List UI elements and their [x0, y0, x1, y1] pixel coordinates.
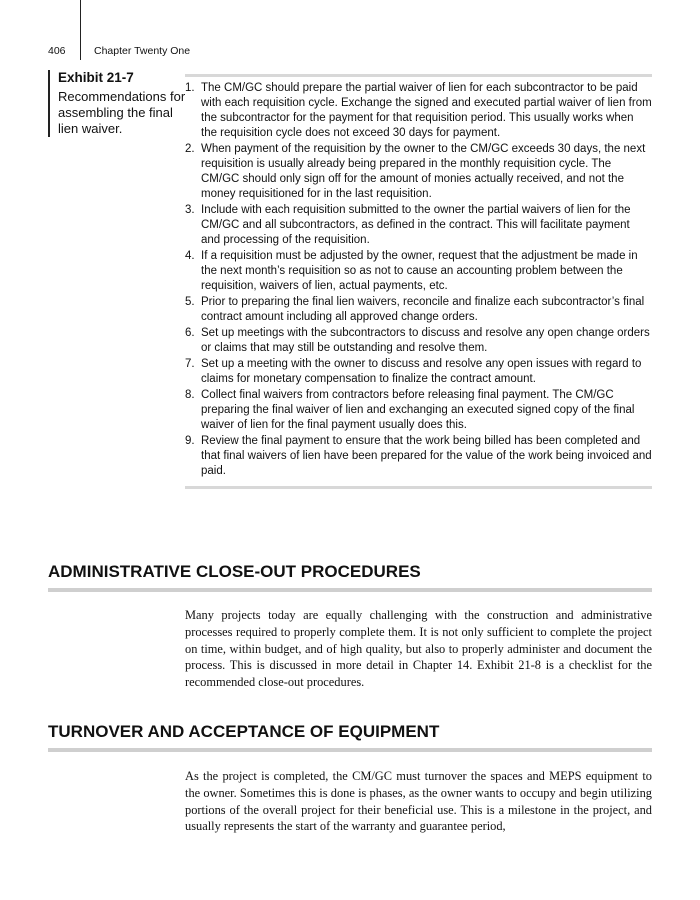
- exhibit-number: Exhibit 21-7: [58, 70, 134, 85]
- item-text: Collect final waivers from contractors before releasing final payment. The CM/GC preparing the final waiver of lien and exchanging an executed signed copy of the final waiver of lien for the final payment usually does this.: [201, 389, 635, 431]
- list-item: [185, 203, 652, 248]
- item-number: 5.: [185, 296, 195, 308]
- item-number: 2.: [185, 143, 195, 155]
- item-text: If a requisition must be adjusted by the owner, request that the adjustment be made in the next month’s requisition so as not to cause an accounting problem between the requisition, waivers of lien, actual payments, etc.: [201, 250, 638, 292]
- item-number: 9.: [185, 435, 195, 447]
- section-heading: ADMINISTRATIVE CLOSE-OUT PROCEDURES: [48, 562, 652, 592]
- page-number: 406: [48, 45, 66, 57]
- section-paragraph: Many projects today are equally challenging with the construction and administrative processes required to properly complete them. It is not only sufficient to complete the project on time, within budget, and of high quality, but also to properly administer and document the process. This is discussed in more detail in Chapter 14. Exhibit 21-8 is a checklist for the recommended close-out procedures.: [185, 608, 652, 690]
- item-number: 6.: [185, 327, 195, 339]
- item-text: Set up a meeting with the owner to discuss and resolve any open issues with regard to claims for monetary compensation to finalize the contract amount.: [201, 358, 642, 385]
- item-number: 7.: [185, 358, 195, 370]
- item-number: 8.: [185, 389, 195, 401]
- exhibit-box: [185, 74, 652, 489]
- list-item: [185, 388, 652, 433]
- running-head-chapter: Chapter Twenty One: [94, 45, 191, 57]
- list-item: [185, 81, 652, 141]
- item-text: Include with each requisition submitted to the owner the partial waivers of lien for the CM/GC and all subcontractors, as defined in the contract. This will facilitate payment and processing of the requisition.: [201, 204, 631, 246]
- item-text: Prior to preparing the final lien waivers, reconcile and finalize each subcontractor’s final contract amount including all approved change orders.: [201, 296, 645, 323]
- item-number: 1.: [185, 82, 195, 94]
- exhibit-sidebar: [48, 70, 188, 137]
- section-heading: TURNOVER AND ACCEPTANCE OF EQUIPMENT: [48, 722, 652, 752]
- item-text: When payment of the requisition by the owner to the CM/GC exceeds 30 days, the next requisition is usually already being prepared in the monthly requisition cycle. The CM/GC should only sign off for the amount of monies actually received, and not the money requisitioned for in the last requisition.: [201, 143, 646, 200]
- list-item: [185, 326, 652, 356]
- item-text: Set up meetings with the subcontractors to discuss and resolve any open change orders or claims that may still be outstanding and resolve them.: [201, 327, 650, 354]
- item-text: Review the final payment to ensure that the work being billed has been completed and that final waivers of lien have been prepared for the value of the work being invoiced and paid.: [201, 435, 652, 477]
- item-number: 3.: [185, 204, 195, 216]
- list-item: [185, 295, 652, 325]
- header-rule: [80, 0, 81, 60]
- list-item: [185, 249, 652, 294]
- section-paragraph: As the project is completed, the CM/GC must turnover the spaces and MEPS equipment to the owner. Sometimes this is done is phases, as the owner wants to occupy and begin utilizing portions of the overall project for their beneficial use. This is a milestone in the project, and usually represents the start of the warranty and guarantee period,: [185, 769, 652, 834]
- list-item: [185, 434, 652, 479]
- item-text: The CM/GC should prepare the partial waiver of lien for each subcontractor to be paid with each requisition cycle. Exchange the signed and executed partial waiver of lien from the subcontractor for the payment for that requisition period. This usually works when the requisition cycle does not exceed 30 days for payment.: [201, 82, 652, 139]
- exhibit-caption: Recommendations for assembling the final lien waiver.: [58, 89, 186, 136]
- list-item: [185, 357, 652, 387]
- item-number: 4.: [185, 250, 195, 262]
- exhibit-list: [185, 81, 652, 479]
- list-item: [185, 142, 652, 202]
